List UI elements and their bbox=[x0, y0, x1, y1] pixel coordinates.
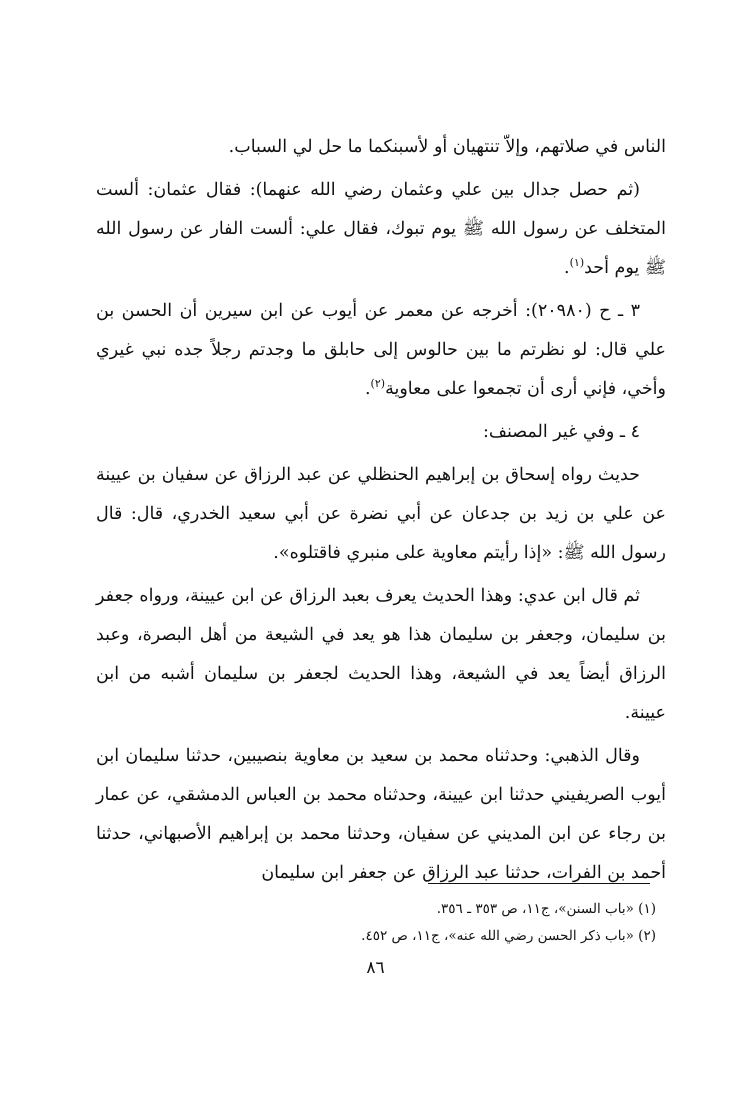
paragraph-1-text: الناس في صلاتهم، وإلاّ تنتهيان أو لأسبنكما ما حل لي السباب. bbox=[228, 137, 666, 157]
paragraph-3 bbox=[96, 292, 666, 409]
paragraph-5 bbox=[96, 456, 666, 573]
paragraph-6-text: ثم قال ابن عدي: وهذا الحديث يعرف بعبد الرزاق عن ابن عيينة، ورواه جعفر بن سليمان، وجعفر بن سليمان هذا هو يعد في الشيعة من أهل البصرة، وعبد الرزاق أيضاً يعد في الشيعة، وهذا الحديث لجعفر بن سليمان أشبه من ابن عيينة. bbox=[96, 586, 666, 723]
paragraph-3-text: ٣ ـ ح (٢٠٩٨٠): أخرجه عن معمر عن أيوب عن ابن سيرين أن الحسن بن علي قال: لو نظرتم ما بين حالوس إلى حابلق ما وجدتم رجلاً جده نبي غيري وأخي، فإني أرى أن تجمعوا على معاوية bbox=[96, 301, 666, 399]
footnote-divider bbox=[428, 883, 650, 884]
paragraph-1 bbox=[96, 128, 666, 167]
section-heading: ٤ ـ وفي غير المصنف: bbox=[482, 422, 640, 442]
paragraph-2 bbox=[96, 171, 666, 288]
footnote-ref-1: (١) bbox=[569, 256, 585, 270]
paragraph-2-text: (ثم حصل جدال بين علي وعثمان رضي الله عنهما): فقال عثمان: ألست المتخلف عن رسول الله ﷺ يوم تبوك، فقال علي: ألست الفار عن رسول الله ﷺ يوم أحد bbox=[96, 180, 666, 278]
paragraph-7-text: وقال الذهبي: وحدثناه محمد بن سعيد بن معاوية بنصيبين، حدثنا سليمان ابن أيوب الصريفيني حدثنا ابن عيينة، وحدثناه محمد بن العباس الدمشقي، عن عمار بن رجاء عن ابن المديني عن سفيان، وحدثنا محمد بن إبراهيم الأصبهاني، حدثنا أحمد بن الفرات، حدثنا عبد الرزاق عن جعفر ابن سليمان bbox=[96, 746, 666, 883]
main-text bbox=[96, 128, 666, 897]
paragraph-5-text: حديث رواه إسحاق بن إبراهيم الحنظلي عن عبد الرزاق عن سفيان بن عيينة عن علي بن زيد بن جدعان عن أبي نضرة عن أبي سعيد الخدري، قال: قال رسول الله ﷺ: «إذا رأيتم معاوية على منبري فاقتلوه». bbox=[96, 465, 666, 563]
paragraph-3-end: . bbox=[364, 379, 371, 399]
paragraph-6 bbox=[96, 577, 666, 733]
footnote-2: (٢) «باب ذكر الحسن رضي الله عنه»، ج١١، ص ٤٥٢. bbox=[361, 928, 656, 944]
footnote-1: (١) «باب السنن»، ج١١، ص ٣٥٣ ـ ٣٥٦. bbox=[436, 901, 656, 917]
paragraph-7 bbox=[96, 737, 666, 893]
paragraph-2-end: . bbox=[564, 258, 570, 278]
footnotes bbox=[96, 896, 656, 950]
footnote-ref-2: (٢) bbox=[370, 377, 386, 391]
page-number: ٨٦ bbox=[366, 958, 385, 978]
paragraph-4 bbox=[96, 413, 666, 452]
